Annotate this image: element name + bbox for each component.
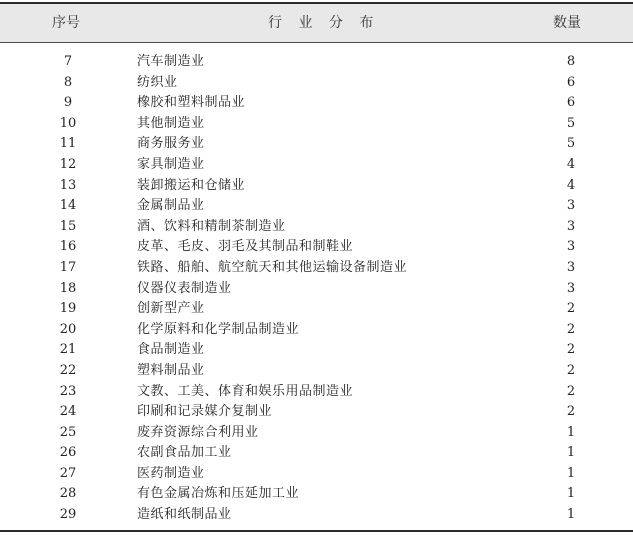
table-row <box>0 464 633 485</box>
table-row <box>0 279 633 300</box>
cell-count: 4 <box>566 156 576 172</box>
cell-count: 3 <box>566 259 576 275</box>
cell-seq: 18 <box>59 280 77 296</box>
cell-count: 5 <box>566 136 576 152</box>
cell-count: 2 <box>566 342 576 358</box>
cell-industry: 有色金属冶炼和压延加工业 <box>137 486 300 502</box>
cell-industry: 皮革、毛皮、羽毛及其制品和制鞋业 <box>137 239 354 255</box>
cell-count: 6 <box>566 95 576 111</box>
cell-seq: 9 <box>63 95 73 111</box>
table-row <box>0 114 633 135</box>
table-row <box>0 196 633 217</box>
header-seq: 序号 <box>52 15 80 31</box>
table-row <box>0 73 633 94</box>
cell-industry: 仪器仪表制造业 <box>137 280 232 296</box>
cell-count: 3 <box>566 218 576 234</box>
cell-seq: 8 <box>63 74 73 90</box>
table-row <box>0 402 633 423</box>
table-row <box>0 505 633 526</box>
cell-industry: 医药制造业 <box>137 465 205 481</box>
table-row <box>0 423 633 444</box>
table-row <box>0 443 633 464</box>
cell-seq: 10 <box>59 115 77 131</box>
table-row <box>0 320 633 341</box>
table-row <box>0 340 633 361</box>
cell-count: 2 <box>566 321 576 337</box>
cell-count: 1 <box>566 424 576 440</box>
cell-industry: 商务服务业 <box>137 136 205 152</box>
cell-count: 1 <box>566 445 576 461</box>
cell-seq: 12 <box>59 156 77 172</box>
cell-seq: 29 <box>59 507 77 523</box>
cell-seq: 15 <box>59 218 77 234</box>
table-row <box>0 258 633 279</box>
cell-seq: 23 <box>59 383 77 399</box>
cell-count: 3 <box>566 280 576 296</box>
cell-seq: 7 <box>63 54 73 69</box>
cell-seq: 11 <box>59 136 77 152</box>
table-bottom-rule <box>0 530 633 532</box>
cell-seq: 28 <box>59 486 77 502</box>
cell-industry: 塑料制品业 <box>137 362 205 378</box>
cell-industry: 废弃资源综合利用业 <box>137 424 259 440</box>
cell-industry: 农副食品加工业 <box>137 445 232 461</box>
cell-industry: 橡胶和塑料制品业 <box>137 95 246 111</box>
cell-industry: 印刷和记录媒介复制业 <box>137 404 273 420</box>
cell-industry: 装卸搬运和仓储业 <box>137 177 246 193</box>
table-row <box>0 93 633 114</box>
table-row <box>0 134 633 155</box>
table-row <box>0 299 633 320</box>
cell-industry: 纺织业 <box>137 74 178 90</box>
cell-count: 2 <box>566 301 576 317</box>
cell-count: 1 <box>566 465 576 481</box>
cell-count: 2 <box>566 362 576 378</box>
cell-seq: 22 <box>59 362 77 378</box>
table-row <box>0 52 633 73</box>
table-row <box>0 237 633 258</box>
cell-industry: 汽车制造业 <box>137 54 205 69</box>
table-header <box>0 4 633 42</box>
table-row <box>0 484 633 505</box>
header-divider <box>0 42 633 43</box>
cell-count: 6 <box>566 74 576 90</box>
cell-count: 2 <box>566 383 576 399</box>
cell-industry: 酒、饮料和精制茶制造业 <box>137 218 286 234</box>
cell-seq: 26 <box>59 445 77 461</box>
cell-seq: 17 <box>59 259 77 275</box>
cell-count: 1 <box>566 486 576 502</box>
cell-count: 3 <box>566 198 576 214</box>
cell-industry: 创新型产业 <box>137 301 205 317</box>
cell-industry: 金属制品业 <box>137 198 205 214</box>
cell-count: 5 <box>566 115 576 131</box>
table-row <box>0 382 633 403</box>
cell-count: 2 <box>566 404 576 420</box>
cell-seq: 19 <box>59 301 77 317</box>
cell-count: 4 <box>566 177 576 193</box>
table-body <box>0 52 633 526</box>
cell-seq: 14 <box>59 198 77 214</box>
cell-industry: 文教、工美、体育和娱乐用品制造业 <box>137 383 354 399</box>
cell-count: 3 <box>566 239 576 255</box>
cell-industry: 化学原料和化学制品制造业 <box>137 321 300 337</box>
cell-count: 1 <box>566 507 576 523</box>
table-row <box>0 155 633 176</box>
table-row <box>0 217 633 238</box>
cell-count: 8 <box>566 54 576 69</box>
cell-seq: 25 <box>59 424 77 440</box>
cell-seq: 16 <box>59 239 77 255</box>
cell-seq: 27 <box>59 465 77 481</box>
cell-industry: 食品制造业 <box>137 342 205 358</box>
header-count: 数量 <box>553 15 581 31</box>
cell-industry: 铁路、船舶、航空航天和其他运输设备制造业 <box>137 259 408 275</box>
cell-industry: 家具制造业 <box>137 156 205 172</box>
cell-industry: 造纸和纸制品业 <box>137 507 232 523</box>
table-row <box>0 361 633 382</box>
cell-seq: 13 <box>59 177 77 193</box>
cell-seq: 20 <box>59 321 77 337</box>
header-industry: 行 业 分 布 <box>268 15 380 31</box>
cell-seq: 21 <box>59 342 77 358</box>
cell-industry: 其他制造业 <box>137 115 205 131</box>
table-row <box>0 176 633 197</box>
cell-seq: 24 <box>59 404 77 420</box>
